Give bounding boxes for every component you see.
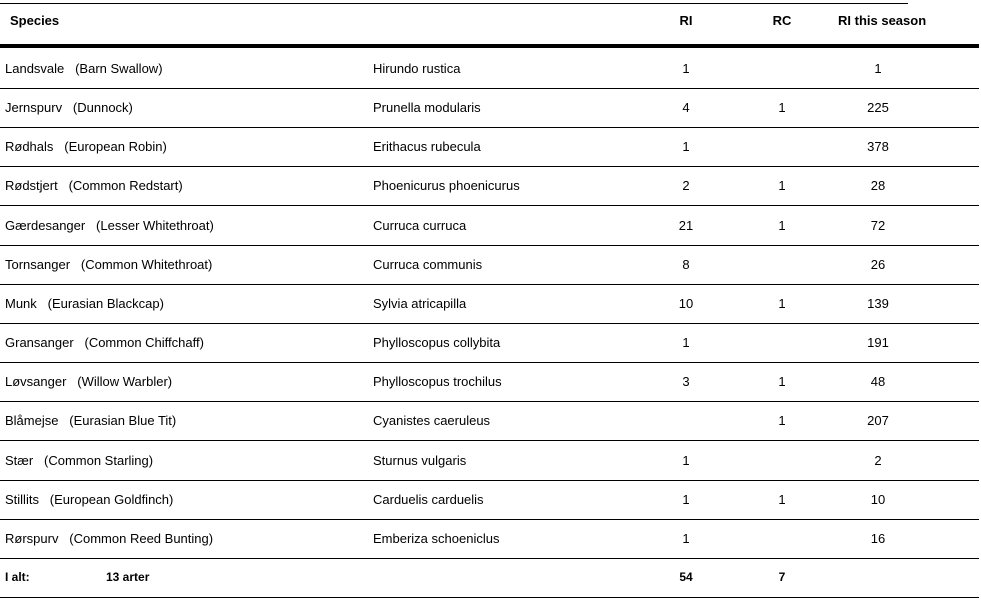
scientific-name: Curruca communis — [373, 256, 483, 272]
species-name: Tornsanger (Common Whitethroat) — [5, 256, 213, 272]
rc-value — [762, 127, 802, 166]
header-species: Species — [10, 13, 60, 28]
ri-value: 4 — [682, 100, 690, 116]
season-value: 16 — [870, 530, 886, 546]
rc-value — [762, 245, 802, 284]
species-name: Stær (Common Starling) — [5, 452, 154, 468]
species-name: Stillits (European Goldfinch) — [5, 491, 174, 507]
ri-value: 1 — [682, 61, 690, 76]
scientific-name: Prunella modularis — [373, 100, 481, 116]
header-ri: RI — [679, 13, 693, 28]
species-name: Rødstjert (Common Redstart) — [5, 178, 183, 194]
ri-value: 8 — [682, 256, 690, 272]
scientific-name: Phoenicurus phoenicurus — [373, 178, 520, 194]
total-label: I alt: — [5, 570, 30, 584]
rc-value: 1 — [778, 217, 786, 233]
ri-value: 3 — [682, 374, 690, 390]
species-name: Jernspurv (Dunnock) — [5, 100, 133, 116]
scientific-name: Carduelis carduelis — [373, 491, 484, 507]
scientific-name: Phylloscopus trochilus — [373, 374, 502, 390]
table-row — [0, 166, 979, 206]
season-value: 378 — [867, 139, 889, 155]
rc-value: 1 — [778, 413, 786, 429]
ri-value: 1 — [682, 139, 690, 155]
season-value: 10 — [870, 491, 886, 507]
scientific-name: Sturnus vulgaris — [373, 452, 467, 468]
season-value: 1 — [874, 61, 882, 76]
top-rule — [0, 3, 908, 4]
table-row — [0, 245, 979, 285]
season-value: 225 — [867, 100, 889, 116]
rc-value — [762, 323, 802, 362]
season-value: 26 — [870, 256, 886, 272]
table-row — [0, 480, 979, 520]
ri-value: 1 — [682, 335, 690, 351]
species-name: Rødhals (European Robin) — [5, 139, 167, 155]
total-row — [0, 558, 979, 598]
table-row — [0, 127, 979, 167]
table-row — [0, 206, 979, 246]
header-rule — [0, 44, 979, 48]
ri-value: 10 — [678, 295, 694, 311]
table-row — [0, 284, 979, 324]
ri-value: 2 — [682, 178, 690, 194]
table-row — [0, 441, 979, 481]
scientific-name: Emberiza schoeniclus — [373, 530, 500, 546]
scientific-name: Erithacus rubecula — [373, 139, 481, 155]
ri-value: 1 — [682, 530, 690, 546]
season-value: 28 — [870, 178, 886, 194]
rc-value: 1 — [778, 295, 786, 311]
rc-value: 1 — [778, 491, 786, 507]
rc-value — [762, 519, 802, 558]
scientific-name: Cyanistes caeruleus — [373, 413, 491, 429]
season-value: 139 — [867, 295, 889, 311]
season-value: 72 — [870, 217, 886, 233]
season-value: 191 — [867, 335, 889, 351]
total-species-count: 13 arter — [106, 570, 150, 584]
rc-value — [762, 441, 802, 480]
scientific-name: Phylloscopus collybita — [373, 335, 501, 351]
rc-value: 1 — [778, 100, 786, 116]
species-name: Gransanger (Common Chiffchaff) — [5, 335, 204, 351]
ri-value: 21 — [678, 217, 694, 233]
species-name: Munk (Eurasian Blackcap) — [5, 295, 164, 311]
table-row — [0, 49, 979, 89]
table-row — [0, 519, 979, 559]
scientific-name: Sylvia atricapilla — [373, 295, 467, 311]
ri-value: 1 — [682, 452, 690, 468]
rc-value: 1 — [778, 178, 786, 194]
table-row — [0, 401, 979, 441]
scientific-name: Curruca curruca — [373, 217, 467, 233]
header-season: RI this season — [838, 13, 927, 28]
season-value: 48 — [870, 374, 886, 390]
species-name: Rørspurv (Common Reed Bunting) — [5, 530, 214, 546]
table-row — [0, 323, 979, 363]
species-name: Landsvale (Barn Swallow) — [5, 61, 163, 76]
species-name: Blåmejse (Eurasian Blue Tit) — [5, 413, 177, 429]
season-value: 207 — [867, 413, 889, 429]
table-row — [0, 362, 979, 402]
rc-value — [762, 49, 802, 88]
species-name: Løvsanger (Willow Warbler) — [5, 374, 173, 390]
total-rc: 7 — [778, 570, 786, 584]
header-rc: RC — [772, 13, 792, 28]
total-ri: 54 — [679, 570, 693, 584]
rc-value: 1 — [778, 374, 786, 390]
table-row — [0, 88, 979, 128]
scientific-name: Hirundo rustica — [373, 61, 461, 76]
ri-value: 1 — [682, 491, 690, 507]
ri-value — [666, 401, 706, 440]
season-value: 2 — [874, 452, 882, 468]
species-name: Gærdesanger (Lesser Whitethroat) — [5, 217, 214, 233]
